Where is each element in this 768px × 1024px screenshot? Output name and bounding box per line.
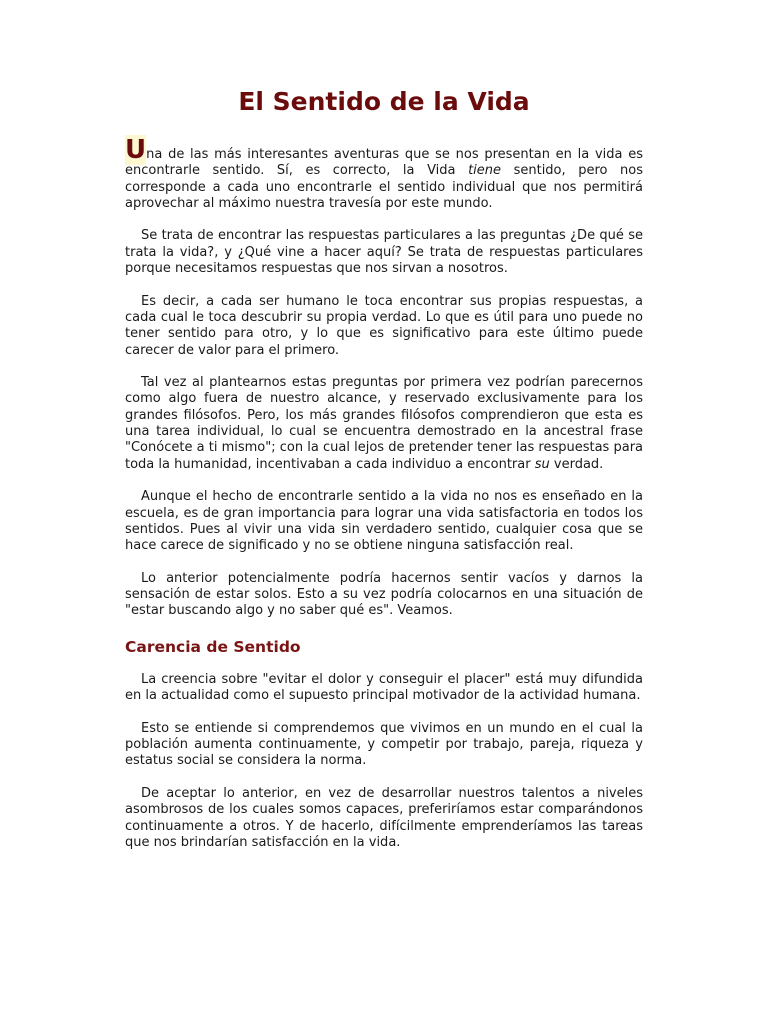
intro-text-start: na de las más interesantes aventuras que se nos presentan en la vida es encontrarle sentido. Sí, es correcto, la Vida bbox=[125, 147, 643, 179]
paragraph-text-start: Tal vez al plantearnos estas preguntas por primera vez podrían parecernos como algo fuera de nuestro alcance, y reservado exclusivamente para los grandes filósofos. Pero, los más grandes filósofos comprendieron que esta es una tarea individual, lo cual se encuentra demostrado en la ancestral frase "Conócete a ti mismo"; con la cual lejos de pretender tener las respuestas para toda la humanidad, incentivaban a cada individuo a encontrar bbox=[125, 375, 643, 472]
drop-cap: U bbox=[125, 135, 147, 165]
intro-emphasis: tiene bbox=[468, 163, 502, 179]
body-paragraph: De aceptar lo anterior, en vez de desarrollar nuestros talentos a niveles asombrosos de los cuales somos capaces, preferiríamos estar comparándonos continuamente a otros. Y de hacerlo, difícilmente emprenderíamos las tareas que nos brindarían satisfacción en la vida. bbox=[125, 785, 643, 850]
paragraph-text-end: verdad. bbox=[549, 456, 604, 472]
section-heading: Carencia de Sentido bbox=[125, 637, 301, 656]
body-paragraph: La creencia sobre "evitar el dolor y conseguir el placer" está muy difundida en la actualidad como el supuesto principal motivador de la actividad humana. bbox=[125, 671, 643, 704]
document-page bbox=[125, 84, 643, 867]
intro-text-end: sentido, pero nos corresponde a cada uno encontrarle el sentido individual que nos permitirá aprovechar al máximo nuestra travesía por este mundo. bbox=[125, 163, 643, 211]
paragraph-emphasis: su bbox=[534, 456, 550, 472]
body-paragraph bbox=[125, 375, 643, 473]
intro-paragraph bbox=[125, 135, 643, 212]
body-paragraph: Aunque el hecho de encontrarle sentido a la vida no nos es enseñado en la escuela, es de gran importancia para lograr una vida satisfactoria en todos los sentidos. Pues al vivir una vida sin verdadero sentido, cualquier cosa que se hace carece de significado y no se obtiene ninguna satisfacción real. bbox=[125, 489, 643, 554]
body-paragraph: Es decir, a cada ser humano le toca encontrar sus propias respuestas, a cada cual le toca descubrir su propia verdad. Lo que es útil para uno puede no tener sentido para otro, y lo que es significativo para este último puede carecer de valor para el primero. bbox=[125, 293, 643, 358]
body-paragraph: Lo anterior potencialmente podría hacernos sentir vacíos y darnos la sensación de estar solos. Esto a su vez podría colocarnos en una situación de "estar buscando algo y no saber qué es". Veamos. bbox=[125, 570, 643, 619]
body-paragraph: Esto se entiende si comprendemos que vivimos en un mundo en el cual la población aumenta continuamente, y competir por trabajo, pareja, riqueza y estatus social se considera la norma. bbox=[125, 720, 643, 769]
page-title: El Sentido de la Vida bbox=[238, 87, 530, 116]
body-paragraph: Se trata de encontrar las respuestas particulares a las preguntas ¿De qué se trata la vida?, y ¿Qué vine a hacer aquí? Se trata de respuestas particulares porque necesitamos respuestas que nos sirvan a nosotros. bbox=[125, 228, 643, 277]
